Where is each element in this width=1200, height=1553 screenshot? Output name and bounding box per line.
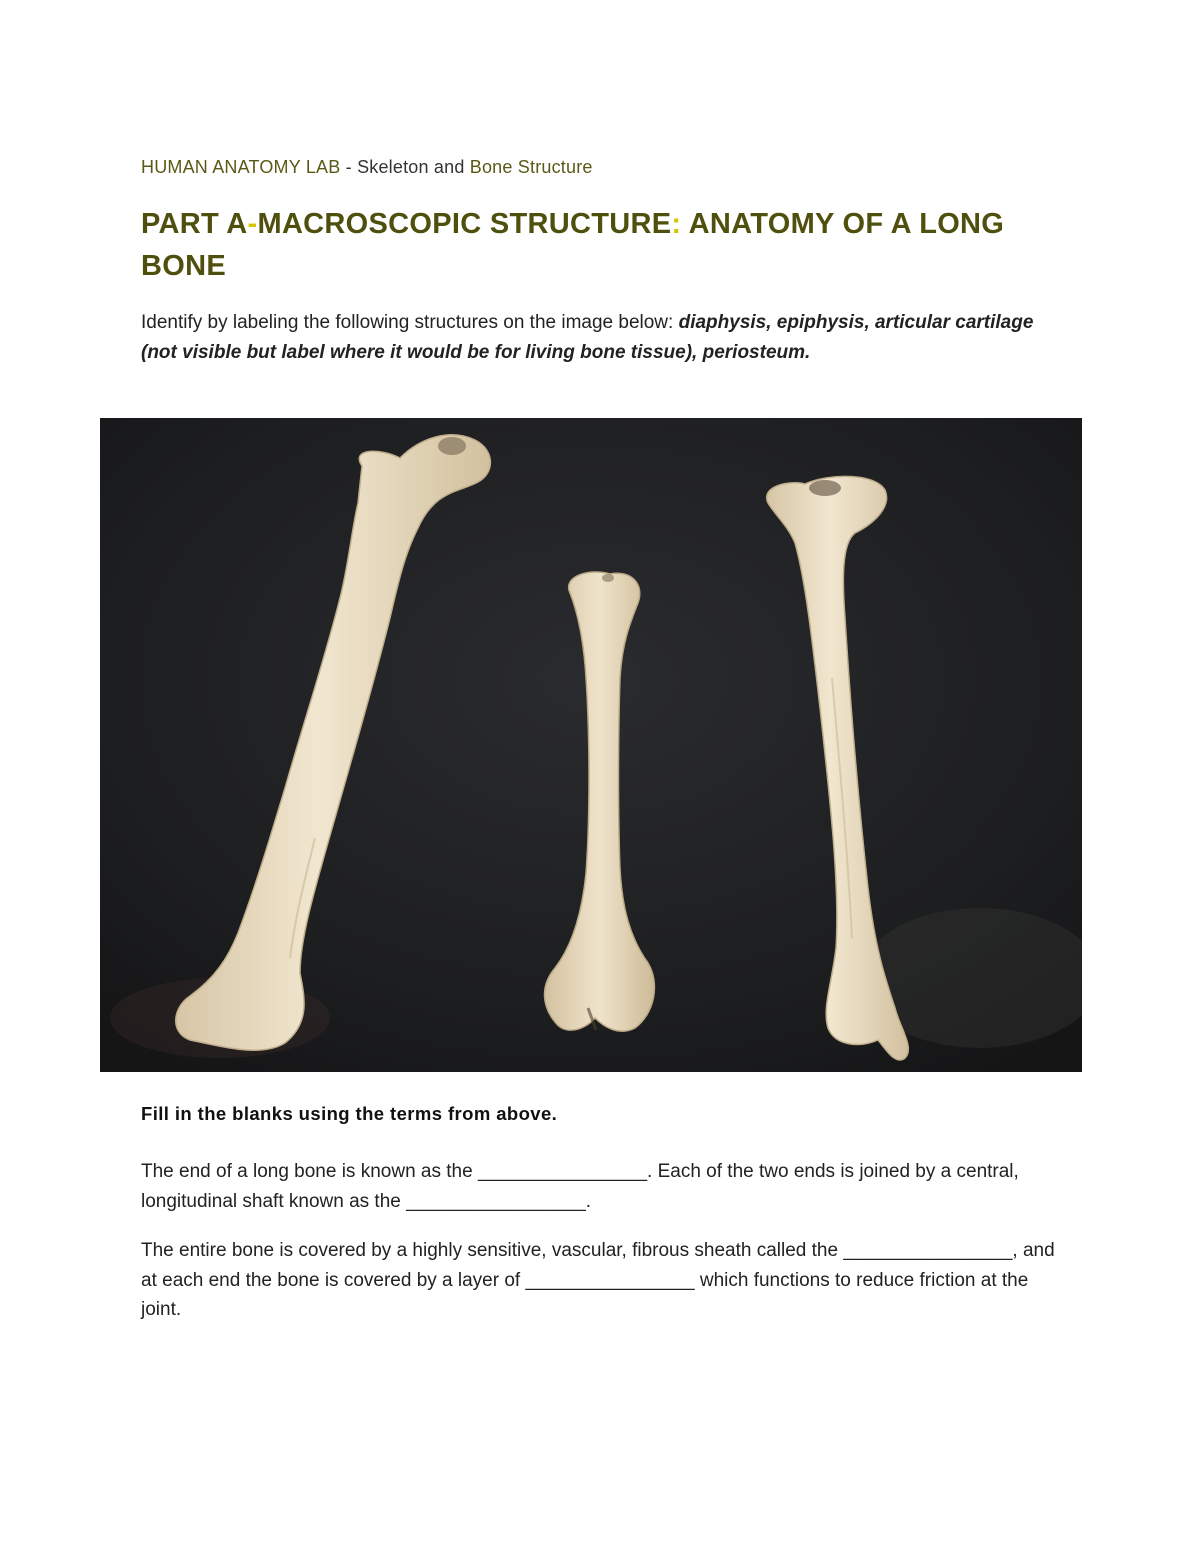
epiphysis-blank[interactable]: ________________ [477, 1161, 648, 1182]
title-rest: ANATOMY OF A LONG BONE [141, 208, 1005, 282]
p1-text-b: . Each of the two ends is joined by a central, longitudinal shaft known as the [141, 1161, 1019, 1212]
bones-photo [100, 418, 1082, 1072]
title-macro: MACROSCOPIC STRUCTURE [257, 208, 672, 240]
title-part: PART A [141, 208, 248, 240]
cartilage-blank[interactable]: ________________ [525, 1269, 695, 1291]
title-colon: : [671, 208, 682, 240]
header-skeleton: Skeleton and [357, 157, 470, 177]
diaphysis-blank[interactable]: _________________ [406, 1190, 586, 1212]
header-separator: - [340, 157, 358, 177]
fill-blank-paragraph-2 [141, 1236, 1061, 1325]
header-bone-structure: Bone Structure [469, 157, 593, 177]
fill-blank-paragraph-1 [141, 1157, 1061, 1216]
fill-blanks-title: Fill in the blanks using the terms from above. [141, 1103, 558, 1124]
p1-text-c: . [585, 1190, 592, 1212]
periosteum-blank[interactable]: ________________ [843, 1240, 1013, 1261]
lab-title: HUMAN ANATOMY LAB [141, 157, 341, 177]
instructions-lead: Identify by labeling the following structures on the image below: [141, 312, 679, 333]
p2-text-c: which functions to reduce friction at the joint. [141, 1269, 1029, 1320]
lab-header [141, 157, 593, 178]
title-dash: - [247, 208, 258, 240]
instructions-terms: diaphysis, epiphysis, articular cartilage (not visible but label where it would be for living bone tissue), periosteum. [141, 312, 1034, 363]
p1-text-a: The end of a long bone is known as the [141, 1161, 478, 1182]
instructions [141, 308, 1041, 367]
p2-text-a: The entire bone is covered by a highly sensitive, vascular, fibrous sheath called the [141, 1240, 844, 1261]
page-title [141, 203, 1041, 287]
p2-text-b: , and at each end the bone is covered by a layer of [141, 1240, 1055, 1291]
